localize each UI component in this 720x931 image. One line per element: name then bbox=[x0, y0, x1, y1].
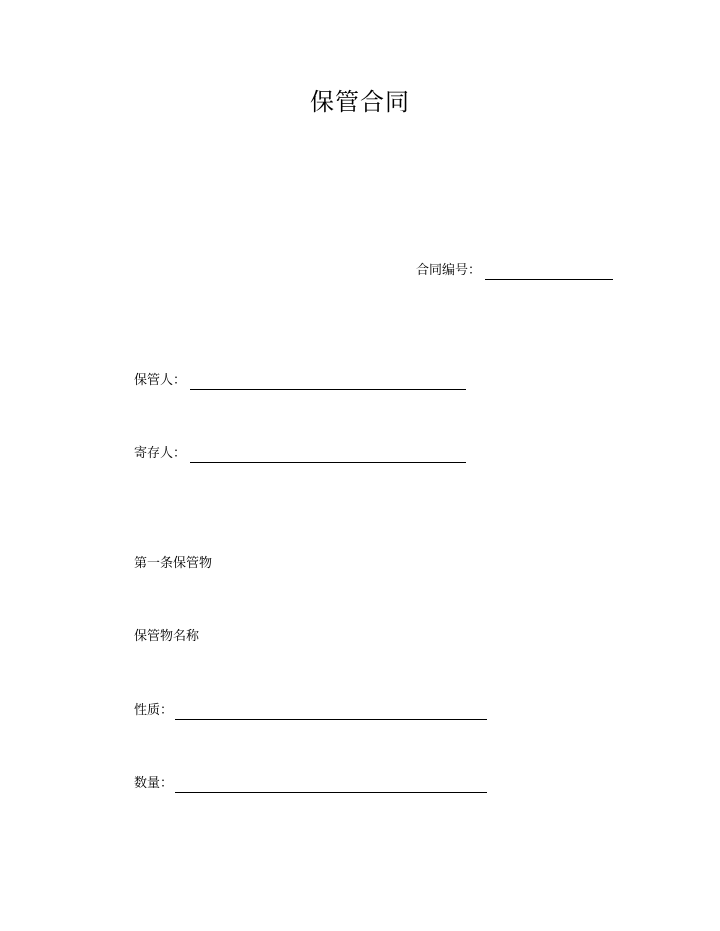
custodian-field bbox=[134, 372, 466, 390]
item-name-label: 保管物名称 bbox=[134, 629, 200, 644]
nature-field bbox=[134, 702, 487, 720]
depositor-blank[interactable] bbox=[190, 446, 466, 463]
document-title: 保管合同 bbox=[310, 88, 410, 116]
contract-number-field bbox=[416, 262, 613, 280]
article-1-heading: 第一条保管物 bbox=[134, 556, 213, 571]
depositor-label: 寄存人： bbox=[134, 446, 187, 461]
quantity-label: 数量： bbox=[134, 776, 174, 791]
nature-label: 性质： bbox=[134, 703, 174, 718]
depositor-field bbox=[134, 445, 466, 463]
contract-number-label: 合同编号： bbox=[416, 263, 482, 278]
custodian-label: 保管人： bbox=[134, 373, 187, 388]
quantity-field bbox=[134, 775, 487, 793]
nature-blank[interactable] bbox=[175, 703, 487, 720]
custodian-blank[interactable] bbox=[190, 373, 466, 390]
quantity-blank[interactable] bbox=[175, 776, 487, 793]
contract-number-blank[interactable] bbox=[485, 263, 613, 280]
